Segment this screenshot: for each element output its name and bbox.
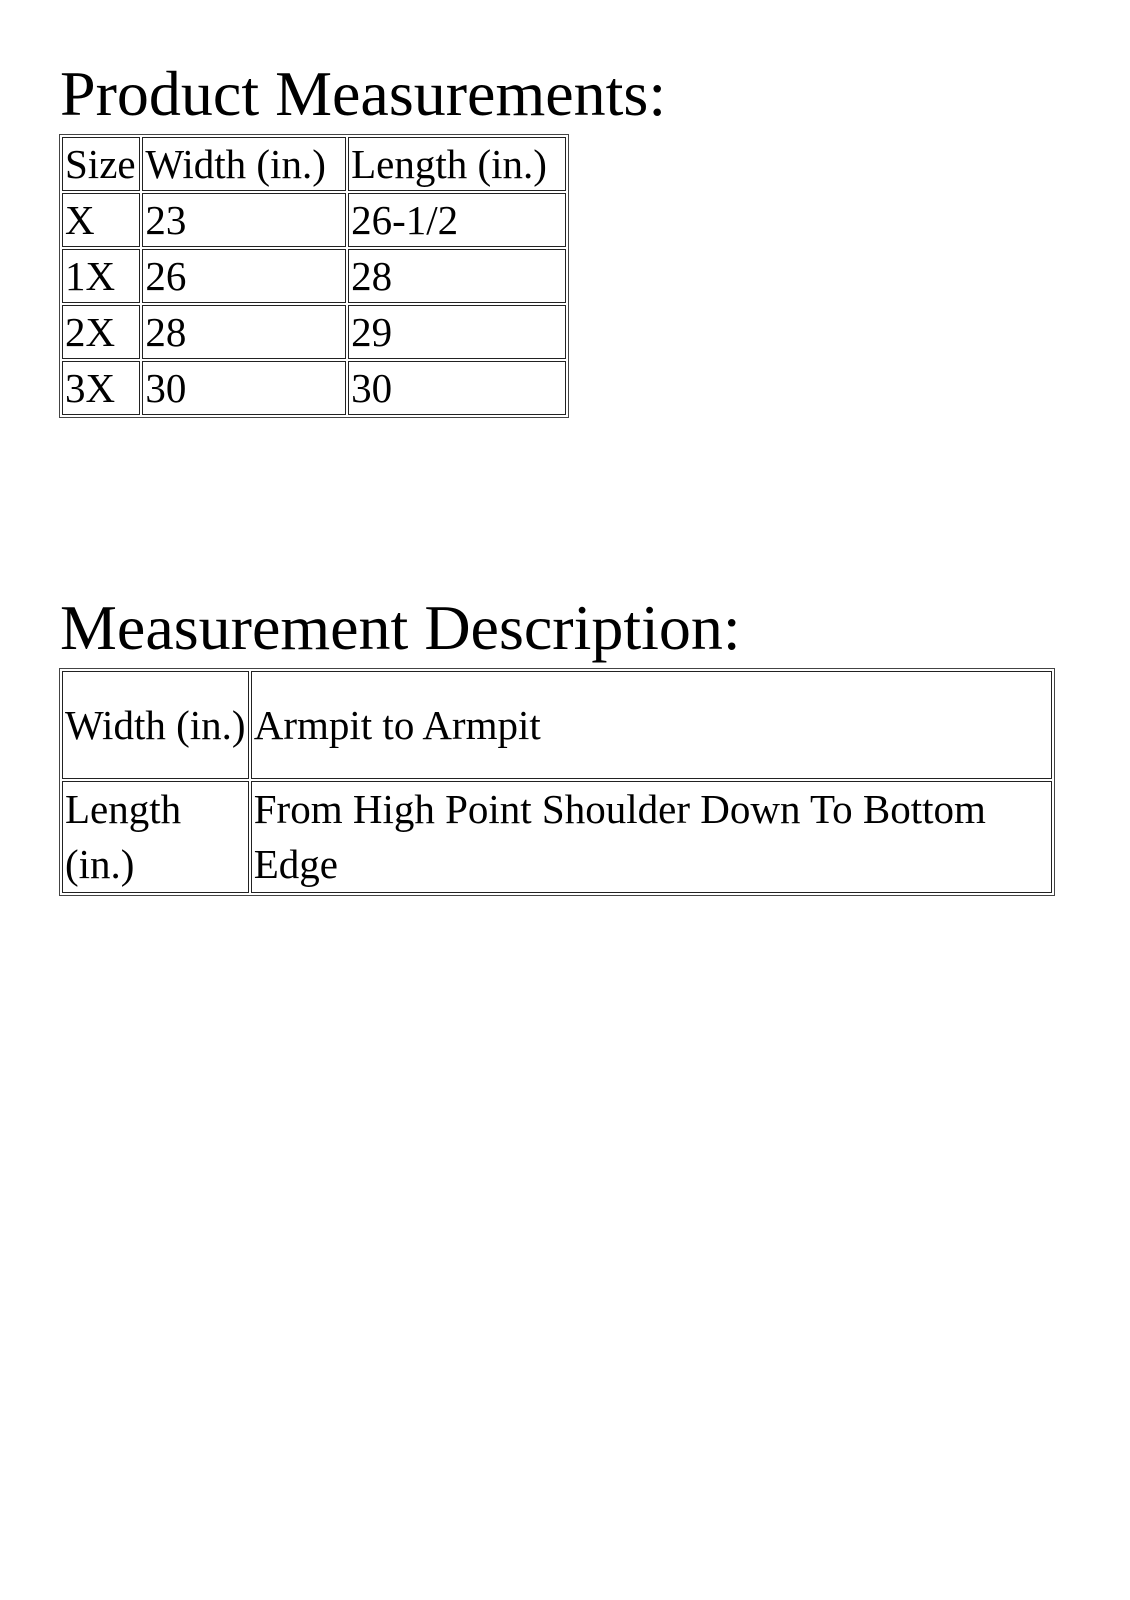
size-cell: 1X	[62, 249, 140, 303]
header-width: Width (in.)	[142, 137, 346, 191]
table-row	[62, 193, 566, 247]
table-row	[62, 249, 566, 303]
size-cell: 3X	[62, 361, 140, 415]
measurement-description-table	[59, 668, 1055, 896]
table-row	[62, 671, 1052, 779]
length-cell: 29	[348, 305, 566, 359]
length-cell: 30	[348, 361, 566, 415]
measurement-name-cell: Width (in.)	[62, 671, 249, 779]
length-cell: 26-1/2	[348, 193, 566, 247]
width-cell: 28	[142, 305, 346, 359]
table-row	[62, 305, 566, 359]
width-cell: 30	[142, 361, 346, 415]
measurement-description-cell: From High Point Shoulder Down To Bottom Edge	[251, 781, 1052, 893]
measurement-description-title: Measurement Description:	[60, 592, 741, 663]
header-length: Length (in.)	[348, 137, 566, 191]
size-chart-table	[59, 134, 569, 418]
measurement-description-cell: Armpit to Armpit	[251, 671, 1052, 779]
table-header-row	[62, 137, 566, 191]
width-cell: 26	[142, 249, 346, 303]
size-cell: X	[62, 193, 140, 247]
width-cell: 23	[142, 193, 346, 247]
header-size: Size	[62, 137, 140, 191]
size-cell: 2X	[62, 305, 140, 359]
table-row	[62, 781, 1052, 893]
table-row	[62, 361, 566, 415]
product-measurements-title: Product Measurements:	[60, 58, 667, 129]
measurement-name-cell: Length (in.)	[62, 781, 249, 893]
length-cell: 28	[348, 249, 566, 303]
